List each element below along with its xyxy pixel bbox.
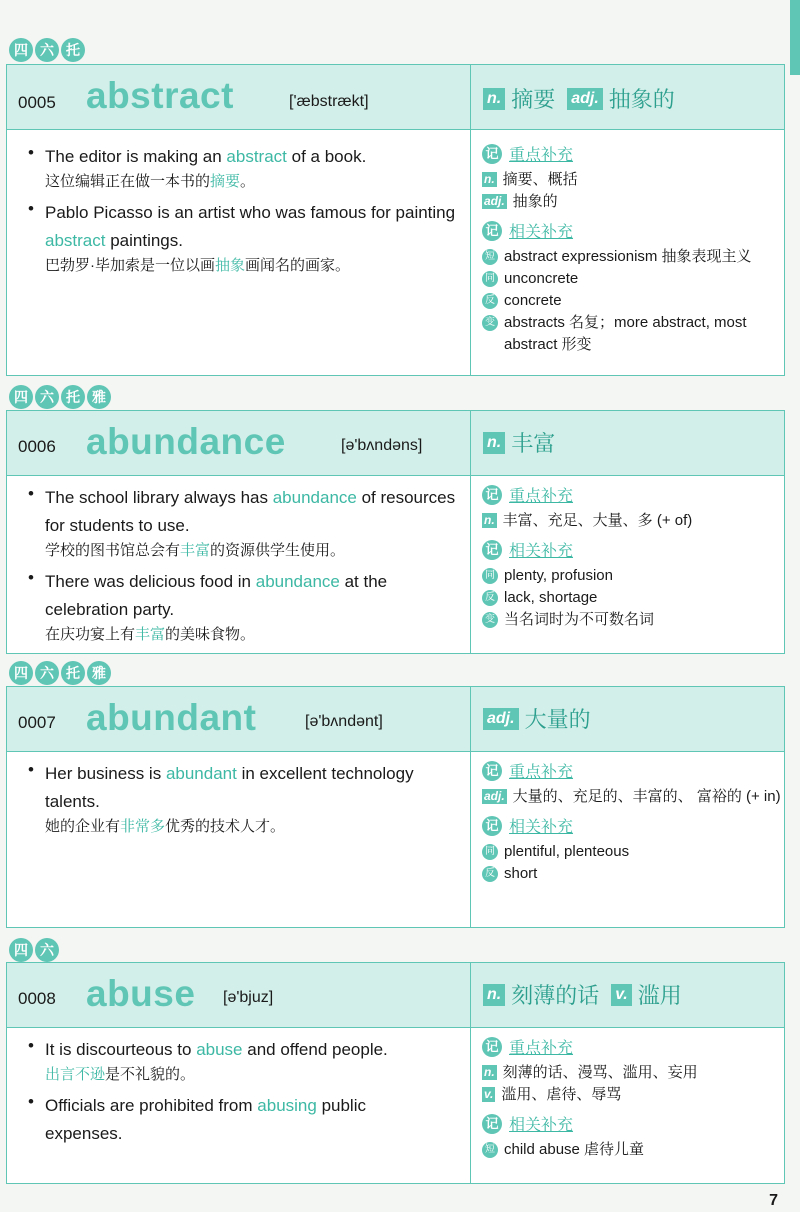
supplement-text: 摘要、概括	[502, 171, 578, 188]
word-entry-card	[6, 410, 785, 654]
bullet: •	[28, 143, 34, 162]
word-entry-card	[6, 686, 785, 928]
text-segment: Her business is	[45, 764, 166, 783]
text-segment: Officials are prohibited from	[45, 1096, 258, 1115]
column-divider	[470, 65, 471, 375]
bullet: •	[28, 760, 34, 779]
page-edge-tab	[790, 0, 800, 75]
pos-meaning: 刻薄的话	[511, 983, 600, 1008]
related-supplement-item	[482, 841, 782, 863]
exam-tag-badge: 四	[9, 385, 33, 409]
headword: abstract	[86, 75, 234, 116]
note-icon: 记	[482, 816, 502, 836]
key-supplement-title: 重点补充	[509, 1040, 574, 1057]
exam-tag-badge: 四	[9, 938, 33, 962]
example-english	[45, 1092, 425, 1148]
key-supplement-heading	[482, 759, 782, 782]
text-segment: 在庆功宴上有	[45, 626, 136, 643]
example-chinese	[45, 1064, 425, 1086]
note-icon: 记	[482, 1037, 502, 1057]
word-entry-card	[6, 962, 785, 1184]
key-supplement-item	[482, 1062, 782, 1084]
related-supplement-item	[482, 587, 782, 609]
pos-badge: n.	[484, 513, 495, 527]
pos-badge: adj.	[567, 88, 603, 110]
note-icon: 记	[482, 221, 502, 241]
exam-tag-badge: 六	[35, 38, 59, 62]
relation-badge: 反	[482, 590, 498, 606]
pos-meaning: 抽象的	[608, 87, 675, 112]
key-supplement-item	[482, 510, 782, 532]
headword: abundant	[86, 697, 257, 738]
headword: abuse	[86, 973, 196, 1014]
pos-badge: adj.	[484, 194, 505, 208]
highlight-word: abusing	[257, 1096, 317, 1115]
text-segment: It is discourteous to	[45, 1040, 197, 1059]
entry-number: 0008	[18, 989, 56, 1008]
text-segment: 巴勃罗·毕加索是一位以画	[45, 257, 215, 274]
related-supplement-heading	[482, 1112, 782, 1135]
related-supplement-title: 相关补充	[509, 543, 574, 560]
example-chinese	[45, 540, 465, 562]
supplement-column	[482, 140, 782, 356]
exam-tags	[9, 938, 59, 962]
related-supplement-heading	[482, 219, 782, 242]
exam-tags	[9, 661, 111, 685]
part-of-speech-line	[483, 979, 694, 1010]
note-icon: 记	[482, 144, 502, 164]
example-english	[45, 568, 465, 624]
text-segment: 的资源供学生使用。	[210, 542, 346, 559]
text-segment: Pablo Picasso is an artist who was famous for painting	[45, 203, 456, 222]
key-supplement-heading	[482, 142, 782, 165]
pos-badge: v.	[484, 1087, 494, 1101]
example-english	[45, 760, 425, 816]
related-supplement-item	[482, 565, 782, 587]
text-segment: and offend people.	[242, 1040, 388, 1059]
text-segment: 。	[240, 173, 256, 190]
related-supplement-item	[482, 312, 782, 356]
part-of-speech-line	[483, 703, 603, 734]
relation-badge: 反	[482, 866, 498, 882]
text-segment: 优秀的技术人才。	[165, 818, 286, 835]
supplement-text: 大量的、充足的、丰富的、 富裕的 (+ in)	[512, 788, 781, 805]
column-divider	[470, 963, 471, 1183]
note-icon: 记	[482, 1114, 502, 1134]
key-supplement-title: 重点补充	[509, 488, 574, 505]
bullet: •	[28, 484, 34, 503]
key-supplement-heading	[482, 1035, 782, 1058]
key-supplement-item	[482, 191, 782, 213]
column-divider	[470, 411, 471, 653]
text-segment: paintings.	[105, 231, 183, 250]
exam-tag-badge: 四	[9, 38, 33, 62]
related-supplement-item	[482, 246, 782, 268]
supplement-column	[482, 481, 782, 631]
entry-header	[7, 963, 784, 1028]
related-supplement-item	[482, 268, 782, 290]
entry-number: 0006	[18, 437, 56, 456]
entry-header	[7, 411, 784, 476]
example-item	[25, 760, 425, 838]
pos-badge: n.	[484, 1065, 495, 1079]
bullet: •	[28, 568, 34, 587]
supplement-column	[482, 757, 782, 885]
exam-tag-badge: 六	[35, 385, 59, 409]
key-supplement-heading	[482, 483, 782, 506]
entry-header	[7, 687, 784, 752]
key-supplement-item	[482, 786, 782, 808]
text-segment: 这位编辑正在做一本书的	[45, 173, 211, 190]
word-entry-card	[6, 64, 785, 376]
relation-badge: 变	[482, 612, 498, 628]
exam-tag-badge: 雅	[87, 661, 111, 685]
bullet: •	[28, 1036, 34, 1055]
text-segment: There was delicious food in	[45, 572, 256, 591]
supplement-text: plentiful, plenteous	[504, 843, 630, 860]
supplement-text: concrete	[504, 292, 562, 309]
text-segment: 学校的图书馆总会有	[45, 542, 181, 559]
example-chinese	[45, 171, 465, 193]
highlight-word: 摘要	[210, 173, 241, 190]
pos-meaning: 大量的	[524, 707, 591, 732]
relation-badge: 短	[482, 249, 498, 265]
note-icon: 记	[482, 761, 502, 781]
example-english	[45, 484, 465, 540]
text-segment: 的美味食物。	[165, 626, 256, 643]
note-icon: 记	[482, 540, 502, 560]
relation-badge: 变	[482, 315, 498, 331]
supplement-text: 滥用、虐待、辱骂	[501, 1086, 622, 1103]
examples	[25, 484, 465, 652]
highlight-word: 丰富	[180, 542, 211, 559]
example-chinese	[45, 816, 425, 838]
example-item	[25, 1036, 425, 1086]
pos-badge: adj.	[484, 789, 505, 803]
entry-number: 0005	[18, 93, 56, 112]
supplement-text: 当名词时为不可数名词	[504, 611, 655, 628]
exam-tag-badge: 托	[61, 661, 85, 685]
supplement-text: plenty, profusion	[504, 567, 613, 584]
relation-badge: 短	[482, 1142, 498, 1158]
phonetic: ['æbstrækt]	[289, 93, 369, 110]
key-supplement-item	[482, 169, 782, 191]
key-supplement-item	[482, 1084, 782, 1106]
text-segment: The school library always has	[45, 488, 273, 507]
supplement-text: 刻薄的话、漫骂、滥用、妄用	[502, 1064, 698, 1081]
example-item	[25, 484, 465, 562]
example-item	[25, 568, 465, 646]
examples	[25, 143, 465, 283]
relation-badge: 反	[482, 293, 498, 309]
highlight-word: abundance	[272, 488, 357, 507]
key-supplement-title: 重点补充	[509, 147, 574, 164]
pos-meaning: 滥用	[637, 983, 682, 1008]
highlight-word: abundance	[255, 572, 340, 591]
pos-badge: n.	[483, 984, 505, 1006]
bullet: •	[28, 1092, 34, 1111]
supplement-text: short	[504, 865, 538, 882]
highlight-word: 出言不逊	[45, 1066, 106, 1083]
column-divider	[470, 687, 471, 927]
exam-tag-badge: 六	[35, 938, 59, 962]
relation-badge: 同	[482, 844, 498, 860]
text-segment: of resources for students to use.	[45, 488, 456, 535]
text-segment: The editor is making an	[45, 147, 227, 166]
pos-badge: n.	[484, 172, 495, 186]
headword: abundance	[86, 421, 286, 462]
relation-badge: 同	[482, 568, 498, 584]
supplement-text: lack, shortage	[504, 589, 598, 606]
supplement-column	[482, 1033, 782, 1161]
related-supplement-title: 相关补充	[509, 819, 574, 836]
example-chinese	[45, 255, 465, 277]
example-item	[25, 1092, 425, 1148]
entry-number: 0007	[18, 713, 56, 732]
related-supplement-item	[482, 863, 782, 885]
related-supplement-title: 相关补充	[509, 1117, 574, 1134]
text-segment: in excellent technology talents.	[45, 764, 414, 811]
related-supplement-heading	[482, 538, 782, 561]
highlight-word: abstract	[226, 147, 287, 166]
example-item	[25, 143, 465, 193]
note-icon: 记	[482, 485, 502, 505]
pos-meaning: 丰富	[511, 431, 556, 456]
exam-tags	[9, 38, 85, 62]
related-supplement-item	[482, 290, 782, 312]
highlight-word: 抽象	[215, 257, 246, 274]
text-segment: at the celebration party.	[45, 572, 388, 619]
page-number: 7	[769, 1192, 778, 1209]
phonetic: [ə'bʌndənt]	[305, 713, 383, 730]
related-supplement-item	[482, 1139, 782, 1161]
part-of-speech-line	[483, 427, 567, 458]
pos-meaning: 摘要	[511, 87, 556, 112]
exam-tag-badge: 四	[9, 661, 33, 685]
text-segment: 是不礼貌的。	[105, 1066, 196, 1083]
related-supplement-heading	[482, 814, 782, 837]
exam-tag-badge: 托	[61, 385, 85, 409]
example-english	[45, 1036, 425, 1064]
part-of-speech-line	[483, 83, 687, 114]
text-segment: public expenses.	[45, 1096, 366, 1143]
supplement-text: abstracts 名复；more abstract, most abstract 形变	[504, 314, 747, 353]
entry-header	[7, 65, 784, 130]
highlight-word: abuse	[196, 1040, 243, 1059]
supplement-text: abstract expressionism 抽象表现主义	[504, 248, 752, 265]
exam-tag-badge: 托	[61, 38, 85, 62]
text-segment: 画闻名的画家。	[245, 257, 351, 274]
key-supplement-title: 重点补充	[509, 764, 574, 781]
text-segment: of a book.	[286, 147, 367, 166]
examples	[25, 1036, 425, 1154]
supplement-text: child abuse 虐待儿童	[504, 1141, 645, 1158]
pos-badge: v.	[611, 984, 631, 1006]
exam-tag-badge: 雅	[87, 385, 111, 409]
pos-badge: adj.	[483, 708, 519, 730]
related-supplement-item	[482, 609, 782, 631]
related-supplement-title: 相关补充	[509, 224, 574, 241]
supplement-text: 抽象的	[512, 193, 558, 210]
supplement-text: unconcrete	[504, 270, 579, 287]
exam-tags	[9, 385, 111, 409]
pos-badge: n.	[483, 432, 505, 454]
example-item	[25, 199, 465, 277]
bullet: •	[28, 199, 34, 218]
examples	[25, 760, 425, 844]
highlight-word: 非常多	[120, 818, 166, 835]
relation-badge: 同	[482, 271, 498, 287]
example-english	[45, 143, 465, 171]
highlight-word: 丰富	[135, 626, 166, 643]
highlight-word: abundant	[165, 764, 237, 783]
supplement-text: 丰富、充足、大量、多 (+ of)	[502, 512, 693, 529]
text-segment: 她的企业有	[45, 818, 121, 835]
exam-tag-badge: 六	[35, 661, 59, 685]
phonetic: [ə'bjuz]	[223, 989, 274, 1006]
example-chinese	[45, 624, 465, 646]
highlight-word: abstract	[45, 231, 106, 250]
pos-badge: n.	[483, 88, 505, 110]
phonetic: [ə'bʌndəns]	[341, 437, 423, 454]
example-english	[45, 199, 465, 255]
